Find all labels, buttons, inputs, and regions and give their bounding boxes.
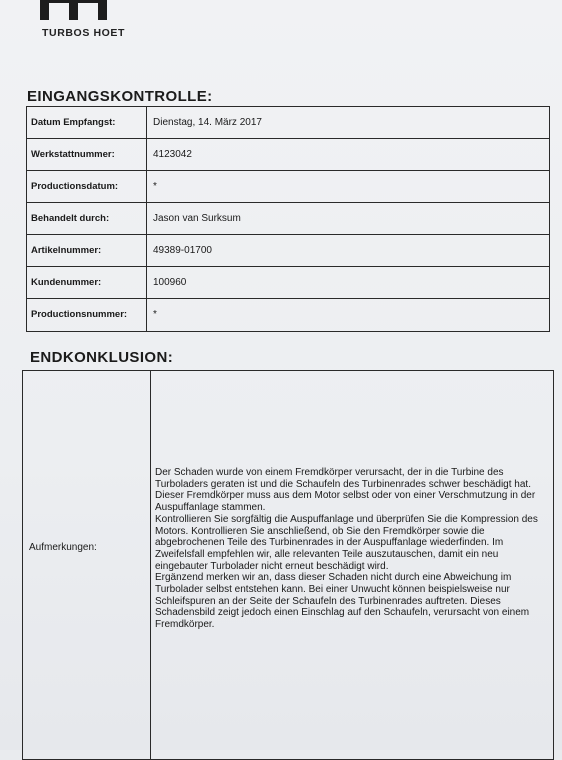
- remarks-text: [155, 467, 551, 631]
- intake-value: *: [153, 309, 157, 320]
- intake-label: Datum Empfangst:: [27, 107, 147, 138]
- intake-row-article-number: [27, 235, 549, 267]
- intake-label: Artikelnummer:: [27, 235, 147, 266]
- intake-value: 49389-01700: [153, 245, 212, 256]
- intake-row-handled-by: [27, 203, 549, 235]
- intake-row-production-number: [27, 299, 549, 331]
- intake-label: Productionsnummer:: [27, 299, 147, 331]
- conclusion-table: [22, 370, 554, 760]
- intake-table: [26, 106, 550, 332]
- intake-label: Kundenummer:: [27, 267, 147, 298]
- intake-label: Behandelt durch:: [27, 203, 147, 234]
- intake-value: Jason van Surksum: [153, 213, 241, 224]
- intake-value: Dienstag, 14. März 2017: [153, 117, 262, 128]
- intake-heading: EINGANGSKONTROLLE:: [27, 88, 213, 105]
- company-name: TURBOS HOET: [42, 27, 126, 39]
- intake-value: *: [153, 181, 157, 192]
- remarks-label-cell: [23, 371, 151, 759]
- intake-value: 4123042: [153, 149, 192, 160]
- conclusion-heading: ENDKONKLUSION:: [30, 349, 174, 366]
- intake-row-date-received: [27, 107, 549, 139]
- remarks-paragraph: Ergänzend merken wir an, dass dieser Schaden nicht durch eine Abweichung im Turbolader selbst entstehen kann. Bei einer Unwucht können beispielsweise nur Schleifspuren an der Seite der Schaufeln des Turbinenrades auftreten. Dieses Schadensbild zeigt jedoch einen Einschlag auf den Schaufeln, verursacht von einem Fremdkörper.: [155, 572, 530, 631]
- intake-label: Werkstattnummer:: [27, 139, 147, 170]
- intake-row-customer-number: [27, 267, 549, 299]
- intake-row-production-date: [27, 171, 549, 203]
- remarks-label: Aufmerkungen:: [29, 542, 97, 553]
- remarks-paragraph: Kontrollieren Sie sorgfältig die Auspuffanlage und überprüfen Sie die Kompression des Motors. Kontrollieren Sie anschließend, ob Sie den Fremdkörper sowie die abgebrochenen Teile des Turbinenrades in der Auspuffanlage wiederfinden. Im Zweifelsfall empfehlen wir, alle relevanten Teile auszutauschen, damit ein neu eingebauter Turbolader nicht erneut beschädigt wird.: [155, 513, 538, 572]
- remarks-paragraph: Der Schaden wurde von einem Fremdkörper verursacht, der in die Turbine des Turboladers geraten ist und die Schaufeln des Turbinenrades schwer beschädigt hat. Dieser Fremdkörper muss aus dem Motor selbst oder von einer Verschmutzung in der Auspuffanlage stammen.: [155, 467, 536, 514]
- intake-value: 100960: [153, 277, 187, 288]
- intake-row-workshop-number: [27, 139, 549, 171]
- intake-label: Productionsdatum:: [27, 171, 147, 202]
- logo-mark: [40, 0, 120, 20]
- company-logo: [36, 0, 146, 40]
